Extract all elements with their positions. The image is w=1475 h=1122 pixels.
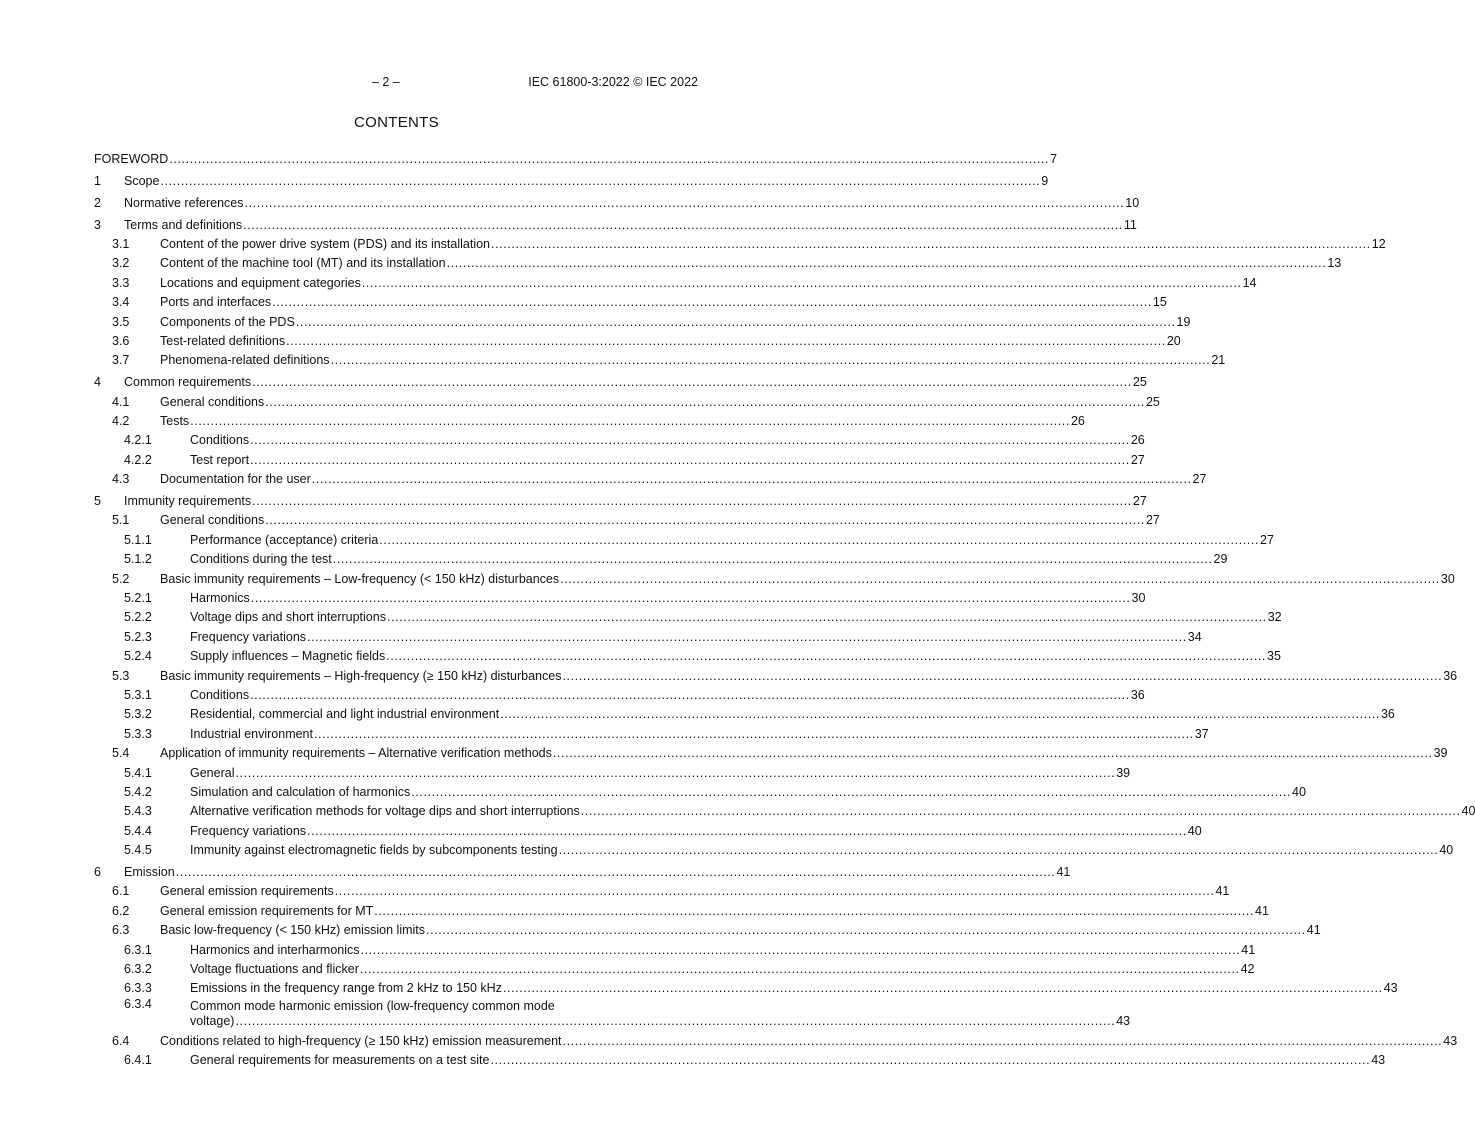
toc-entry-title: Ports and interfaces [160, 295, 272, 310]
toc-entry[interactable] [94, 509, 1160, 528]
toc-entry-number: 6.3 [112, 923, 130, 938]
toc-entry[interactable] [94, 252, 1342, 271]
toc-entry-page: 27 [1145, 513, 1160, 528]
toc-entry[interactable] [94, 919, 1321, 938]
toc-entry-title: Conditions related to high-frequency (≥ 150 kHz) emission measurement [160, 1033, 562, 1048]
toc-entry-page: 27 [1132, 494, 1147, 509]
toc-entry-number: 4.2.1 [124, 433, 152, 448]
toc-entry-title: General emission requirements [160, 884, 334, 899]
toc-leader-dots [500, 706, 1380, 722]
toc-leader-dots [360, 961, 1240, 977]
toc-entry-number: 3.5 [112, 314, 130, 329]
toc-entry-title: Content of the power drive system (PDS) and its installation [160, 236, 491, 251]
toc-entry-title: Common mode harmonic emission (low-frequency common mode [190, 999, 555, 1014]
toc-entry-title: Basic immunity requirements – High-frequency (≥ 150 kHz) disturbances [160, 668, 562, 683]
toc-leader-dots [553, 745, 1433, 761]
toc-leader-dots [361, 942, 1241, 958]
toc-entry-page: 41 [1306, 923, 1321, 938]
toc-leader-dots [235, 1013, 1115, 1029]
toc-entry-number: 3 [94, 217, 101, 232]
toc-leader-dots [307, 823, 1187, 839]
toc-entry-page: 43 [1443, 1033, 1458, 1048]
toc-entry-number: 5.1.2 [124, 552, 152, 567]
toc-entry[interactable] [94, 349, 1226, 368]
toc-entry-page: 27 [1192, 472, 1207, 487]
toc-entry-number: 5.2.4 [124, 649, 152, 664]
toc-leader-dots [272, 294, 1152, 310]
toc-leader-dots [286, 333, 1166, 349]
toc-leader-dots [491, 236, 1371, 252]
toc-entry-page: 13 [1327, 256, 1342, 271]
toc-leader-dots [160, 173, 1040, 189]
toc-entry-title: Harmonics [190, 590, 250, 605]
toc-entry[interactable] [94, 310, 1191, 329]
toc-entry[interactable] [94, 958, 1255, 977]
toc-entry[interactable] [94, 291, 1167, 310]
toc-leader-dots [250, 687, 1130, 703]
toc-entry-number: 5.4.5 [124, 843, 152, 858]
toc-entry-title: Components of the PDS [160, 314, 295, 329]
toc-entry[interactable] [94, 211, 1137, 233]
toc-entry-title: General conditions [160, 394, 265, 409]
toc-entry-page: 36 [1380, 707, 1395, 722]
toc-leader-dots [190, 413, 1070, 429]
toc-entry-number: 5.3.1 [124, 687, 152, 702]
toc-entry-title: Emission [124, 864, 175, 879]
toc-entry-page: 11 [1123, 217, 1137, 232]
toc-entry-title: Industrial environment [190, 726, 313, 741]
toc-leader-dots [265, 394, 1145, 410]
toc-entry[interactable] [94, 819, 1202, 838]
toc-entry[interactable] [94, 587, 1146, 606]
toc-entry-title: Frequency variations [190, 823, 307, 838]
toc-entry-page: 30 [1440, 571, 1455, 586]
toc-leader-dots [252, 493, 1132, 509]
toc-entry[interactable] [94, 233, 1386, 252]
toc-entry-number: 6.3.2 [124, 961, 152, 976]
toc-leader-dots [314, 726, 1194, 742]
toc-leader-dots [333, 551, 1213, 567]
toc-entry-page: 21 [1211, 353, 1226, 368]
toc-entry-page: 40 [1187, 823, 1202, 838]
toc-entry-number: 5.3.3 [124, 726, 152, 741]
toc-entry-title: General requirements for measurements on a test site [190, 1053, 490, 1068]
toc-leader-dots [296, 314, 1176, 330]
toc-entry-title: Voltage dips and short interruptions [190, 610, 386, 625]
toc-entry[interactable] [94, 368, 1147, 390]
toc-entry[interactable] [94, 899, 1269, 918]
toc-entry-page: 7 [1050, 151, 1058, 166]
toc-entry[interactable] [94, 606, 1282, 625]
toc-entry-number: 5 [94, 494, 101, 509]
toc-entry[interactable] [94, 800, 1475, 819]
toc-entry-title: Performance (acceptance) criteria [190, 532, 379, 547]
toc-entry-page: 36 [1130, 687, 1145, 702]
toc-entry-page: 27 [1130, 452, 1145, 467]
toc-entry-page: 14 [1242, 275, 1257, 290]
toc-leader-dots [560, 571, 1440, 587]
toc-entry[interactable] [94, 781, 1306, 800]
toc-entry[interactable] [94, 1049, 1386, 1068]
toc-entry-title: Application of immunity requirements – Alternative verification methods [160, 746, 552, 761]
toc-entry-number: 5.2.2 [124, 610, 152, 625]
toc-entry-number: 3.4 [112, 295, 130, 310]
toc-entry-number: 6 [94, 864, 101, 879]
toc-leader-dots [176, 864, 1056, 880]
toc-entry-title: Content of the machine tool (MT) and its installation [160, 256, 446, 271]
toc-leader-dots [503, 980, 1383, 996]
toc-entry-page: 27 [1260, 532, 1274, 547]
toc-entry-title: General [190, 765, 235, 780]
toc-entry-page: 30 [1131, 590, 1146, 605]
toc-entry[interactable] [94, 977, 1398, 996]
toc-entry-number: 3.6 [112, 333, 130, 348]
toc-entry[interactable] [94, 429, 1145, 448]
toc-entry[interactable] [94, 468, 1207, 487]
toc-entry[interactable] [94, 938, 1256, 957]
toc-entry[interactable] [94, 858, 1071, 880]
toc-entry-page: 32 [1267, 610, 1282, 625]
toc-entry-page: 9 [1041, 173, 1049, 188]
toc-leader-dots [331, 352, 1211, 368]
toc-entry[interactable] [94, 189, 1140, 211]
toc-entry-title: Test-related definitions [160, 333, 286, 348]
toc-entry-title: Simulation and calculation of harmonics [190, 784, 411, 799]
toc-entry-number: 6.4 [112, 1033, 130, 1048]
toc-entry-page: 37 [1194, 726, 1209, 741]
toc-leader-dots [312, 471, 1192, 487]
toc-leader-dots [265, 512, 1145, 528]
toc-entry-page: 35 [1267, 649, 1281, 664]
toc-entry[interactable] [94, 167, 1049, 189]
toc-leader-dots [379, 532, 1259, 548]
toc-entry-number: 5.3.2 [124, 707, 152, 722]
toc-leader-dots [243, 217, 1123, 233]
toc-leader-dots [250, 432, 1130, 448]
toc-entry[interactable] [94, 684, 1145, 703]
toc-entry-number: 3.3 [112, 275, 130, 290]
toc-entry-title: FOREWORD [94, 151, 169, 166]
toc-entry[interactable] [94, 567, 1455, 586]
toc-entry-page: 20 [1166, 333, 1181, 348]
toc-entry-page: 34 [1187, 629, 1202, 644]
toc-entry-page: 19 [1176, 314, 1191, 329]
toc-entry-title: Voltage fluctuations and flicker [190, 961, 359, 976]
toc-leader-dots [490, 1052, 1370, 1068]
toc-entry-title: Conditions [190, 687, 250, 702]
toc-entry-title: Immunity against electromagnetic fields by subcomponents testing [190, 843, 558, 858]
toc-entry-page: 40 [1461, 804, 1475, 819]
toc-entry-title: Immunity requirements [124, 494, 252, 509]
toc-entry-number: 3.2 [112, 256, 130, 271]
toc-entry-number: 5.2.1 [124, 590, 152, 605]
toc-entry-title: Frequency variations [190, 629, 307, 644]
page-header [0, 75, 793, 93]
toc-entry-title: Terms and definitions [124, 217, 243, 232]
toc-entry-title: General conditions [160, 513, 265, 528]
toc-entry[interactable] [94, 761, 1131, 780]
table-of-contents [94, 145, 1475, 1068]
toc-entry-number: 6.4.1 [124, 1053, 152, 1068]
toc-leader-dots [307, 629, 1187, 645]
toc-entry[interactable] [94, 548, 1228, 567]
toc-leader-dots [559, 842, 1439, 858]
toc-entry-page: 26 [1130, 433, 1145, 448]
toc-leader-dots [386, 648, 1266, 664]
toc-entry-number: 5.1.1 [124, 532, 152, 547]
toc-entry[interactable] [94, 839, 1454, 858]
toc-entry[interactable] [94, 390, 1160, 409]
toc-entry-page: 36 [1443, 668, 1458, 683]
toc-entry[interactable] [94, 722, 1209, 741]
toc-leader-dots [362, 275, 1242, 291]
toc-entry-title: Basic low-frequency (< 150 kHz) emission limits [160, 923, 426, 938]
toc-entry-page: 39 [1433, 746, 1448, 761]
toc-entry-number: 6.1 [112, 884, 130, 899]
toc-entry-title: Harmonics and interharmonics [190, 942, 360, 957]
page-title: CONTENTS [354, 114, 439, 131]
toc-entry[interactable] [94, 742, 1448, 761]
toc-entry-number: 5.1 [112, 513, 130, 528]
toc-entry-page: 10 [1125, 195, 1140, 210]
toc-leader-dots [169, 151, 1049, 167]
toc-entry-number: 5.2.3 [124, 629, 152, 644]
toc-entry-number: 3.1 [112, 236, 130, 251]
toc-entry[interactable] [94, 625, 1202, 644]
toc-entry[interactable] [94, 145, 1058, 167]
toc-entry-title: Conditions [190, 433, 250, 448]
toc-leader-dots [245, 195, 1125, 211]
toc-entry-multiline [190, 999, 1130, 1029]
toc-entry-title: Common requirements [124, 375, 252, 390]
toc-entry[interactable] [94, 996, 1131, 1029]
toc-leader-dots [251, 590, 1131, 606]
toc-entry-title: Basic immunity requirements – Low-frequency (< 150 kHz) disturbances [160, 571, 560, 586]
toc-entry-title: Alternative verification methods for voltage dips and short interruptions [190, 804, 580, 819]
toc-entry-title: Documentation for the user [160, 472, 311, 487]
toc-leader-dots [411, 784, 1291, 800]
toc-entry[interactable] [94, 271, 1257, 290]
toc-entry-number: 1 [94, 173, 101, 188]
toc-entry-number: 4.1 [112, 394, 130, 409]
toc-leader-dots [447, 255, 1327, 271]
toc-entry-page: 41 [1056, 864, 1071, 879]
toc-leader-dots [335, 883, 1215, 899]
toc-entry-number: 5.4.2 [124, 784, 152, 799]
toc-entry-page: 42 [1240, 961, 1255, 976]
toc-entry-title: Conditions during the test [190, 552, 332, 567]
toc-entry-number: 4.3 [112, 472, 130, 487]
toc-leader-dots [235, 765, 1115, 781]
toc-entry[interactable] [94, 528, 1274, 547]
toc-entry-title: Test report [190, 452, 250, 467]
toc-entry-number: 4 [94, 375, 101, 390]
toc-entry-title: Normative references [124, 195, 244, 210]
toc-entry[interactable] [94, 1029, 1458, 1048]
toc-entry-number: 5.4.4 [124, 823, 152, 838]
toc-entry-page: 41 [1241, 942, 1256, 957]
toc-leader-dots [426, 922, 1306, 938]
toc-leader-dots [250, 452, 1130, 468]
toc-entry-title: Supply influences – Magnetic fields [190, 649, 386, 664]
toc-entry-number: 5.2 [112, 571, 130, 586]
toc-entry-page: 43 [1116, 1014, 1131, 1029]
document-reference: IEC 61800-3:2022 © IEC 2022 [528, 75, 698, 89]
toc-entry-number: 6.3.3 [124, 981, 152, 996]
toc-leader-dots [387, 609, 1267, 625]
toc-entry-number: 5.4 [112, 746, 130, 761]
toc-entry-page: 12 [1371, 236, 1386, 251]
toc-leader-dots [252, 374, 1132, 390]
toc-entry-title: Emissions in the frequency range from 2 kHz to 150 kHz [190, 981, 502, 996]
toc-entry-number: 6.2 [112, 903, 130, 918]
toc-entry[interactable] [94, 703, 1395, 722]
toc-leader-dots [581, 803, 1461, 819]
toc-entry-number: 4.2 [112, 413, 130, 428]
toc-entry-number: 6.3.1 [124, 942, 152, 957]
toc-entry-number: 4.2.2 [124, 452, 152, 467]
toc-entry-title: General emission requirements for MT [160, 903, 374, 918]
toc-entry-number: 5.3 [112, 668, 130, 683]
toc-entry[interactable] [94, 330, 1181, 349]
toc-entry-page: 43 [1383, 981, 1398, 996]
toc-entry-number: 2 [94, 195, 101, 210]
toc-leader-dots [374, 903, 1254, 919]
toc-entry-page: 15 [1152, 295, 1167, 310]
toc-entry-page: 41 [1255, 903, 1269, 918]
toc-entry-title: Tests [160, 413, 190, 428]
toc-entry-page: 25 [1132, 375, 1147, 390]
toc-entry-page: 40 [1439, 843, 1454, 858]
toc-entry-number: 6.3.4 [124, 997, 152, 1012]
toc-entry[interactable] [94, 487, 1147, 509]
toc-entry-title: Locations and equipment categories [160, 275, 361, 290]
toc-entry-title-continued: voltage) [190, 1014, 235, 1029]
toc-entry[interactable] [94, 448, 1145, 467]
toc-entry-page: 39 [1116, 765, 1131, 780]
toc-entry[interactable] [94, 664, 1458, 683]
toc-entry-number: 5.4.1 [124, 765, 152, 780]
toc-leader-dots [562, 668, 1442, 684]
toc-entry-number: 5.4.3 [124, 804, 152, 819]
toc-entry-title: Scope [124, 173, 160, 188]
toc-entry-title: Phenomena-related definitions [160, 353, 330, 368]
toc-entry-page: 25 [1145, 394, 1160, 409]
toc-leader-dots [563, 1033, 1443, 1049]
toc-entry-page: 43 [1371, 1053, 1386, 1068]
toc-entry-page: 26 [1070, 413, 1085, 428]
toc-entry-page: 40 [1292, 784, 1306, 799]
toc-entry[interactable] [94, 410, 1085, 429]
toc-entry-title: Residential, commercial and light industrial environment [190, 707, 500, 722]
toc-entry-page: 41 [1215, 884, 1230, 899]
toc-entry-number: 3.7 [112, 353, 130, 368]
page-number: – 2 – [372, 75, 400, 89]
toc-entry-page: 29 [1213, 552, 1228, 567]
toc-entry[interactable] [94, 645, 1281, 664]
toc-entry[interactable] [94, 880, 1230, 899]
